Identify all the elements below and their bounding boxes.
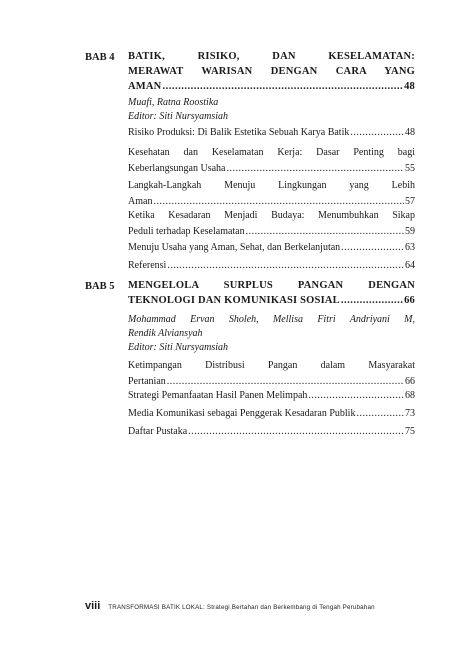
entry-title: Daftar Pustaka	[128, 426, 188, 437]
entry-title: Ketika Kesadaran Menjadi Budaya: Menumbuhkan Sikap	[128, 210, 415, 221]
toc-entry[interactable]	[128, 388, 415, 404]
page-footer	[85, 600, 415, 612]
running-title: TRANSFORMASI BATIK LOKAL: Strategi Bertahan dan Berkembang di Tengah Perubahan	[108, 604, 375, 611]
entry-title: Langkah-Langkah Menuju Lingkungan yang Lebih	[128, 180, 415, 191]
dot-leader	[350, 125, 404, 141]
chapter-5-authors-cont: Rendik Alviansyah	[128, 328, 203, 339]
entry-title-cont: Pertanian	[128, 376, 166, 387]
chapter-4-title-line-1: BATIK, RISIKO, DAN KESELAMATAN:	[128, 51, 415, 62]
chapter-4-page: 48	[404, 81, 415, 92]
entry-page: 73	[405, 408, 415, 419]
entry-title: Kesehatan dan Keselamatan Kerja: Dasar Penting bagi	[128, 147, 415, 158]
entry-title-cont: Peduli terhadap Keselamatan	[128, 226, 245, 237]
chapter-5-title	[128, 278, 415, 308]
dot-leader	[356, 406, 404, 422]
entry-page: 57	[405, 196, 415, 207]
chapter-4-editor: Editor: Siti Nursyamsiah	[128, 111, 229, 122]
entry-title: Risiko Produksi: Di Balik Estetika Sebuah Karya Batik	[128, 127, 350, 138]
entry-page: 63	[405, 242, 415, 253]
entry-page: 75	[405, 426, 415, 437]
chapter-4-label: BAB 4	[85, 52, 115, 63]
entry-page: 64	[405, 260, 415, 271]
entry-page: 66	[405, 376, 415, 387]
chapter-5-label: BAB 5	[85, 281, 115, 292]
dot-leader	[341, 240, 404, 256]
entry-page: 55	[405, 163, 415, 174]
chapter-4-authors: Muafi, Ratna Roostika	[128, 97, 219, 108]
toc-entry[interactable]	[128, 424, 415, 440]
page-number: viii	[85, 600, 101, 612]
entry-title: Ketimpangan Distribusi Pangan dalam Masyarakat	[128, 360, 415, 371]
entry-title: Referensi	[128, 260, 167, 271]
chapter-4-title-line-2: MERAWAT WARISAN DENGAN CARA YANG	[128, 66, 415, 77]
dot-leader	[162, 79, 403, 94]
chapter-4-title	[128, 49, 415, 94]
dot-leader	[188, 424, 404, 440]
dot-leader	[167, 258, 404, 274]
toc-entry[interactable]	[128, 258, 415, 274]
chapter-4-title-last: AMAN	[128, 81, 162, 92]
toc-entry[interactable]	[128, 208, 415, 240]
chapter-4-title-leader	[128, 79, 415, 94]
dot-leader	[341, 293, 403, 308]
chapter-5-page: 66	[404, 295, 415, 306]
entry-page: 59	[405, 226, 415, 237]
entry-page: 68	[405, 390, 415, 401]
chapter-5-editor: Editor: Siti Nursyamsiah	[128, 342, 229, 353]
toc-entry[interactable]	[128, 145, 415, 177]
entry-title-cont: Aman	[128, 196, 153, 207]
toc-entry[interactable]	[128, 125, 415, 141]
chapter-5-title-line-1: MENGELOLA SURPLUS PANGAN DENGAN	[128, 280, 415, 291]
chapter-5-title-leader	[128, 293, 415, 308]
dot-leader	[246, 224, 404, 240]
entry-title-cont: Keberlangsungan Usaha	[128, 163, 226, 174]
entry-title: Strategi Pemanfaatan Hasil Panen Melimpah	[128, 390, 308, 401]
dot-leader	[308, 388, 404, 404]
entry-title: Menuju Usaha yang Aman, Sehat, dan Berkelanjutan	[128, 242, 341, 253]
chapter-5-title-last: TEKNOLOGI DAN KOMUNIKASI SOSIAL	[128, 295, 340, 306]
toc-entry[interactable]	[128, 240, 415, 256]
dot-leader	[226, 161, 404, 177]
toc-entry[interactable]	[128, 406, 415, 422]
entry-title: Media Komunikasi sebagai Penggerak Kesadaran Publik	[128, 408, 356, 419]
chapter-5-authors: Mohammad Ervan Sholeh, Mellisa Fitri Andriyani M,	[128, 314, 415, 325]
toc-entry[interactable]	[128, 358, 415, 390]
entry-page: 48	[405, 127, 415, 138]
toc-entry[interactable]	[128, 178, 415, 210]
